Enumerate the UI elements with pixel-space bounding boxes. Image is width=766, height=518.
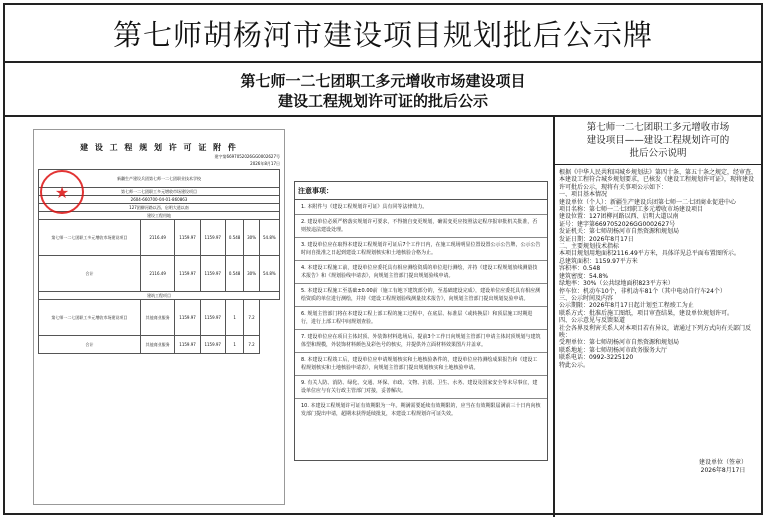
cell-bld-area-2: 1159.97	[200, 300, 225, 336]
cell-table1-label: 建设工程用地	[39, 212, 280, 220]
cell-total-density: 54.8%	[259, 256, 279, 292]
cell-total-land: 2116.49	[140, 256, 175, 292]
explanation-paragraph: 容积率：0.548	[559, 265, 601, 273]
explanation-paragraph: 联系地址：第七师胡杨河市政务服务大厅	[559, 346, 668, 354]
project-title-line2: 建设工程规划许可证的批后公示	[277, 92, 488, 110]
explanation-date: 2026年8月17日	[700, 466, 746, 474]
explanation-paragraph: 受理单位：第七师胡杨河市自然资源和规划局	[559, 339, 680, 347]
explanation-panel	[553, 117, 761, 517]
note-item: 6. 规划主管部门将在本建设工程上部工程的施工过程中，在底层、标准层（或转换层）和顶层施工时期进行，进行上部工程中间规划查验。	[295, 307, 547, 330]
cell-bld-area: 1159.97	[175, 300, 200, 336]
cell-row2-project: 第七师一二七团职工多元增收市场建设项目	[39, 300, 141, 336]
cell-location: 127团柳河路以西、启明大道以南	[39, 204, 280, 212]
notes-heading: 注意事项：	[295, 182, 547, 200]
cell-total-ratio: 0.548	[225, 256, 244, 292]
note-item: 3. 建设单位应在取得本建设工程规划许可证后7个工作日内，在施工现场明显位置设置公示公告牌，公示公告时间自批准之日起到建设工程规划核实和土地核验合格为止。	[295, 238, 547, 261]
explanation-heading-line3: 批后公示说明	[629, 148, 687, 159]
cell-bld-height: 7.2	[244, 300, 259, 336]
cell-area-build-2: 1159.97	[200, 220, 225, 256]
cell-total2-floors: 1	[225, 336, 244, 354]
project-title-bar	[5, 65, 761, 117]
cell-floor-ratio: 0.548	[225, 220, 244, 256]
cell-total2-area-2: 1159.97	[200, 336, 225, 354]
explanation-body	[555, 165, 761, 373]
cell-green: 30%	[244, 220, 259, 256]
cell-total-build: 1159.97	[175, 256, 200, 292]
explanation-paragraph: 建筑密度：54.8%	[559, 272, 609, 280]
explanation-paragraph: 项目名称：第七师一二七团职工多元增收市场建设项目	[559, 206, 704, 214]
cell-table2-label: 建筑工程项目	[39, 292, 280, 300]
cell-total2: 合计	[39, 336, 141, 354]
cell-total2-name: 其他商业服务	[140, 336, 175, 354]
explanation-paragraph: 发证日期：2026年8月17日	[559, 235, 634, 243]
cell-unit: 新疆生产建设兵团第七师一二七团职业技术学校	[39, 170, 280, 188]
note-item: 9. 有关人防、消防、绿化、交通、环保、市政、文物、抗震、卫生、水务、建设及国家安全等未尽事宜，建设单位应与有关行政主管部门对接，妥善解决。	[295, 376, 547, 399]
explanation-heading-line1: 第七师一二七团职工多元增收市场	[586, 122, 730, 133]
note-item: 5. 本建设工程施工至基础±0.00前（施工有地下建筑部分的，至基础建设完成），建设单位应委托具有相应测绘资质的单位进行测绘，并持《建设工程规划验线测量技术报告》，向规划主管部门提出规划复验申请。	[295, 284, 547, 307]
cell-density: 54.8%	[259, 220, 279, 256]
explanation-paragraph: 证号：建字第6697052026GG0002627号	[559, 220, 676, 228]
explanation-footer	[699, 459, 747, 474]
cell-bld-name: 其他商业服务	[140, 300, 175, 336]
note-item: 2. 建设单位必须严格落实规划许可要求，不得擅自变更规划，确需变更应按照法定程序报审批机关批准，否则按违法建设处理。	[295, 215, 547, 238]
explanation-paragraph: 总建筑面积：1159.97平方米	[559, 257, 638, 265]
explanation-paragraph: 四、公示意见与反馈渠道	[559, 317, 626, 325]
explanation-paragraph: 建设单位（个人）：新疆生产建设兵团第七师一二七团商业促进中心	[559, 198, 737, 206]
doc-title: 建 设 工 程 规 划 许 可 证 附 件	[80, 143, 238, 152]
cell-area-land: 2116.49	[140, 220, 175, 256]
project-title-line1: 第七师一二七团职工多元增收市场建设项目	[240, 72, 526, 90]
cell-total: 合计	[39, 256, 141, 292]
cell-project: 第七师一二七团职工多元增收市场建设项目	[39, 188, 280, 196]
notes-list	[295, 200, 547, 421]
explanation-heading	[555, 117, 761, 165]
cell-row-project: 第七师一二七团职工多元增收市场建设项目	[39, 220, 141, 256]
permit-attachment-document	[33, 129, 285, 505]
explanation-paragraph: 绿地率：30%（公共绿地面积823平方米）	[559, 280, 674, 288]
explanation-paragraph: 联系方式：批准后施工图纸，项目审查结果，建设单位规划许可。	[559, 309, 734, 317]
explanation-paragraph: 特此公示。	[559, 361, 590, 369]
cell-area-build: 1159.97	[175, 220, 200, 256]
cell-total2-height: 7.2	[244, 336, 259, 354]
explanation-signature: 建设单位（签章）	[698, 459, 747, 466]
explanation-paragraph: 根据《中华人民共和国城乡规划法》第四十条、第五十条之规定，经审查，本建设工程符合城乡规划要求，已核发《建设工程规划许可证》，现将建设许可批后公示，现将有关事项公示如下：	[559, 169, 758, 191]
explanation-paragraph: 二、主要规划技术指标	[559, 243, 620, 251]
explanation-paragraph: 公示期限：2026年8月17日起计划至工程竣工为止	[559, 302, 694, 310]
explanation-paragraph: 停车位：机动车10个，非机动车81个（其中电动自行车24个）	[559, 287, 726, 295]
cell-total-green: 30%	[244, 256, 259, 292]
explanation-paragraph: 发证机关：第七师胡杨河市自然资源和规划局	[559, 228, 680, 236]
notice-board	[3, 3, 763, 515]
cell-code: 2604-660700-04-01-860863	[39, 196, 280, 204]
explanation-paragraph: 本项目规划用地面积2116.49平方米，具体详见总平面布置图所示。	[559, 250, 740, 258]
note-item: 8. 本建设工程竣工后，建设单位应申请规划核实和土地核验条件的，建设单位应持测绘成果报告和《建设工程规划核实和土地核验申请表》，向规划主管部门提出规划核实和土地核验申请。	[295, 353, 547, 376]
board-title: 第七师胡杨河市建设项目规划批后公示牌	[112, 17, 653, 52]
explanation-heading-line2: 建设项目——建设工程规划许可的	[586, 135, 730, 146]
cell-total2-area: 1159.97	[175, 336, 200, 354]
note-item: 4. 本建设工程施工前，建设单位应委托具有相应测绘资质的单位进行测绘，并持《建设工程规划放线测量技术报告》和《规划验线申请表》，向规划主管部门提出规划验线申请。	[295, 261, 547, 284]
cell-bld-floors: 1	[225, 300, 244, 336]
explanation-paragraph: 一、项目基本情况	[559, 191, 608, 199]
doc-date: 2026年8月17日	[250, 161, 280, 166]
explanation-paragraph: 建设位置：127团柳河路以西、启明大道以南	[559, 213, 679, 221]
explanation-paragraph: 联系电话：0992-3225120	[559, 354, 634, 362]
notes-box	[294, 181, 548, 461]
explanation-paragraph: 三、公示时间及内容	[559, 294, 614, 302]
doc-permit-no: 建字第6697052026GG0002627号	[214, 154, 280, 159]
board-title-bar	[5, 5, 761, 63]
official-seal-icon: ★	[40, 170, 84, 214]
cell-total-build-2: 1159.97	[200, 256, 225, 292]
explanation-paragraph: 社会各界及利害关系人对本项目若有异议，请通过下列方式向有关部门反映：	[559, 324, 752, 339]
note-item: 7. 建设单位应在项目主体封顶、外装饰材料选场后，提前3个工作日向规划主管部门申请主体封顶规划与建筑体型和规模，外装饰材料颜色及彩色号的核实，并提供外立面材料效果图片并盖章。	[295, 330, 547, 353]
note-item: 10. 本建设工程规划许可证有效期限为一年。期满需要延续有效期限的，应当在有效期限届满前三十日内向核发部门提出申请，超期未获得延续批复，本建设工程规划许可证失效。	[301, 403, 541, 417]
note-item: 1. 本附件与《建设工程规划许可证》具有同等法律效力。	[295, 200, 547, 215]
